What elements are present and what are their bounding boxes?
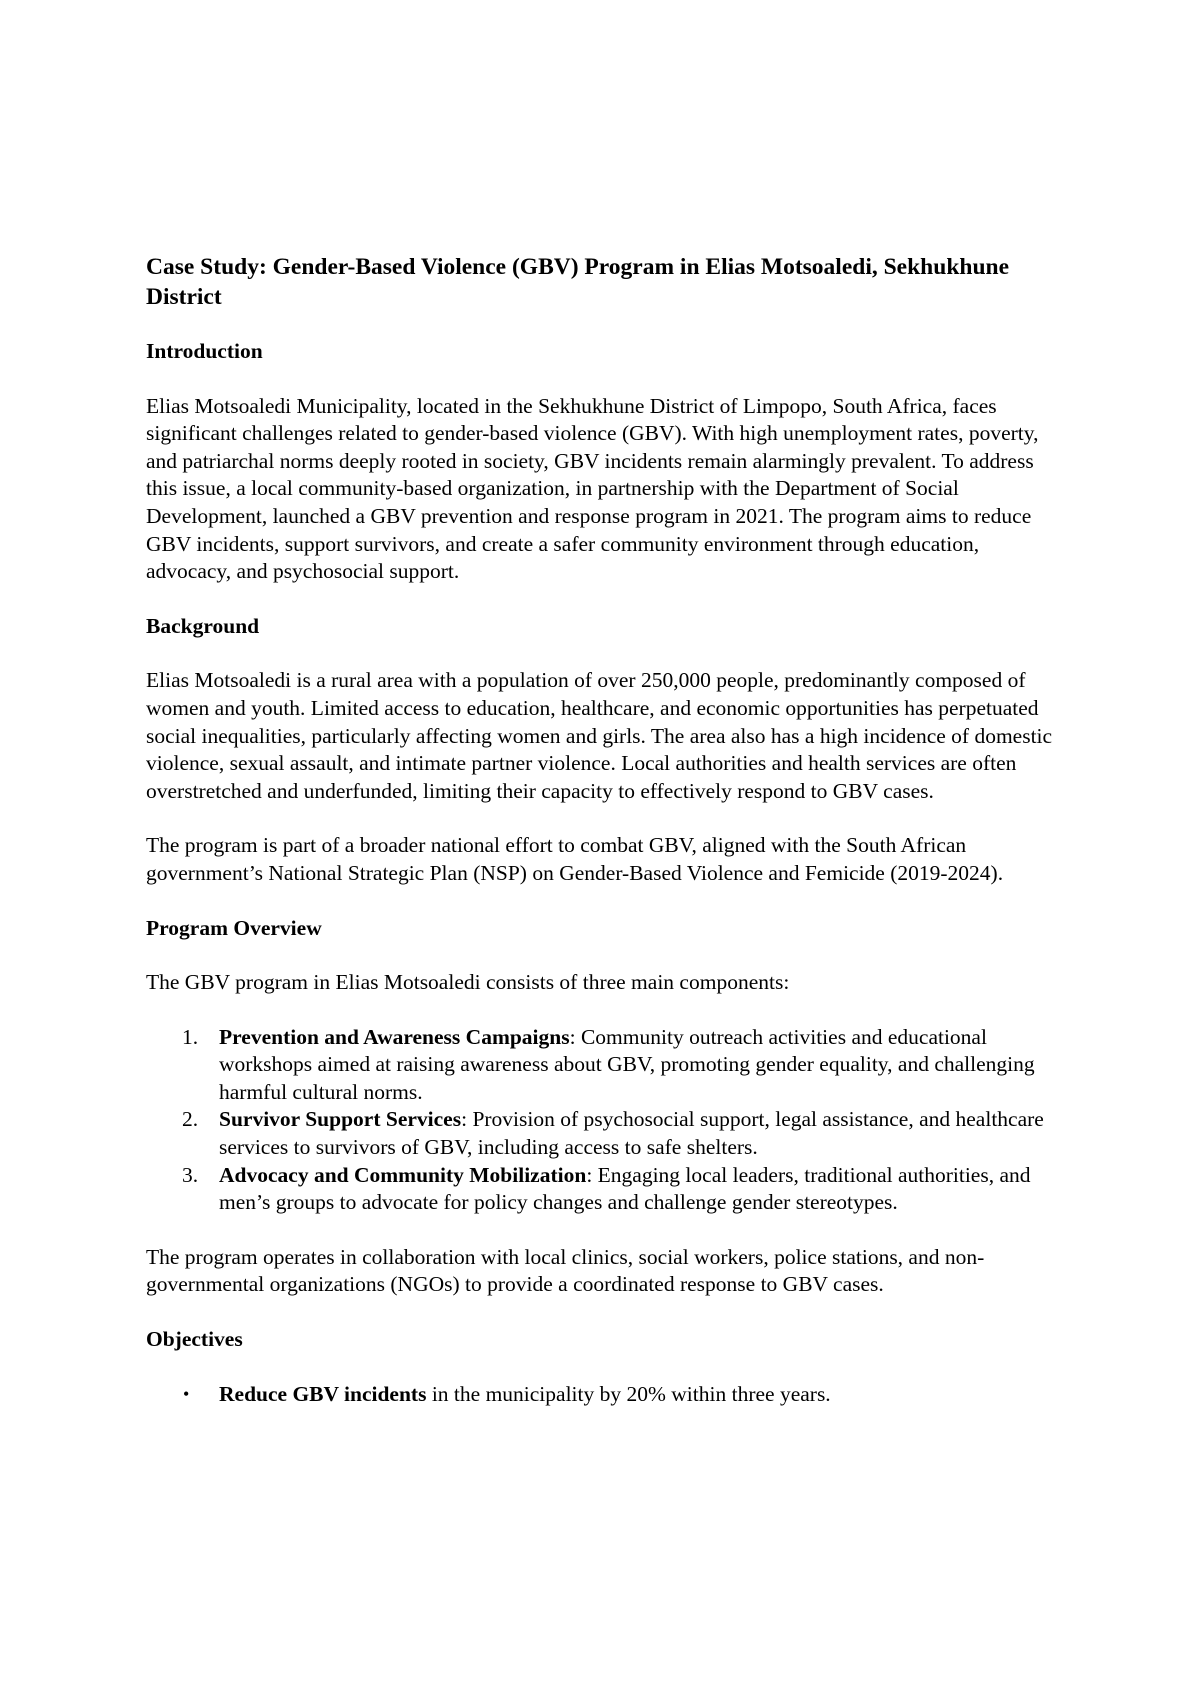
- program-overview-heading: Program Overview: [146, 915, 322, 940]
- program-components-list: [146, 1024, 1066, 1217]
- introduction-heading: Introduction: [146, 339, 263, 363]
- bullet-icon: •: [183, 1383, 190, 1404]
- program-overview-intro: The GBV program in Elias Motsoaledi consists of three main components:: [146, 970, 790, 995]
- list-number: 2.: [182, 1107, 199, 1132]
- list-number: 1.: [182, 1024, 199, 1049]
- objectives-list: [146, 1381, 1066, 1409]
- program-overview-closing: The program operates in collaboration with local clinics, social workers, police stations, and non-governmental organizations (NGOs) to provide a coordinated response to GBV cases.: [146, 1244, 985, 1297]
- list-item: [146, 1381, 1066, 1409]
- list-item: [146, 1024, 1066, 1107]
- list-item-term: Survivor Support Services: [219, 1107, 462, 1132]
- list-item-term: Reduce GBV incidents: [219, 1381, 427, 1406]
- document-title: Case Study: Gender-Based Violence (GBV) Program in Elias Motsoaledi, Sekhukhune District: [146, 254, 1010, 310]
- list-item: [146, 1162, 1066, 1217]
- list-item-text: in the municipality by 20% within three years.: [426, 1381, 831, 1406]
- list-item-text: : Engaging local leaders, traditional authorities, and men’s groups to advocate for policy changes and challenge gender stereotypes.: [219, 1162, 1031, 1215]
- list-item-term: Advocacy and Community Mobilization: [219, 1162, 587, 1187]
- introduction-paragraph: Elias Motsoaledi Municipality, located in the Sekhukhune District of Limpopo, South Africa, faces significant challenges related to gender-based violence (GBV). With high unemployment rates, poverty, and patriarchal norms deeply rooted in society, GBV incidents remain alarmingly prevalent. To address this issue, a local community-based organization, in partnership with the Department of Social Development, launched a GBV prevention and response program in 2021. The program aims to reduce GBV incidents, support survivors, and create a safer community environment through education, advocacy, and psychosocial support.: [146, 393, 1039, 584]
- objectives-heading: Objectives: [146, 1327, 243, 1352]
- list-number: 3.: [182, 1162, 199, 1187]
- list-item-text: : Provision of psychosocial support, legal assistance, and healthcare services to survivors of GBV, including access to safe shelters.: [219, 1107, 1044, 1160]
- background-paragraph-2: The program is part of a broader national effort to combat GBV, aligned with the South African government’s National Strategic Plan (NSP) on Gender-Based Violence and Femicide (2019-2024).: [146, 833, 1004, 885]
- list-item-term: Prevention and Awareness Campaigns: [219, 1024, 570, 1049]
- list-item: [146, 1106, 1066, 1161]
- background-paragraph-1: Elias Motsoaledi is a rural area with a population of over 250,000 people, predominantly composed of women and youth. Limited access to education, healthcare, and economic opportunities has perpetuated social inequalities, particularly affecting women and girls. The area also has a high incidence of domestic violence, sexual assault, and intimate partner violence. Local authorities and health services are often overstretched and underfunded, limiting their capacity to effectively respond to GBV cases.: [146, 668, 1053, 803]
- background-heading: Background: [146, 613, 260, 638]
- document-content: [146, 252, 1066, 1435]
- list-item-text: : Community outreach activities and educational workshops aimed at raising awareness about GBV, promoting gender equality, and challenging harmful cultural norms.: [219, 1024, 1035, 1104]
